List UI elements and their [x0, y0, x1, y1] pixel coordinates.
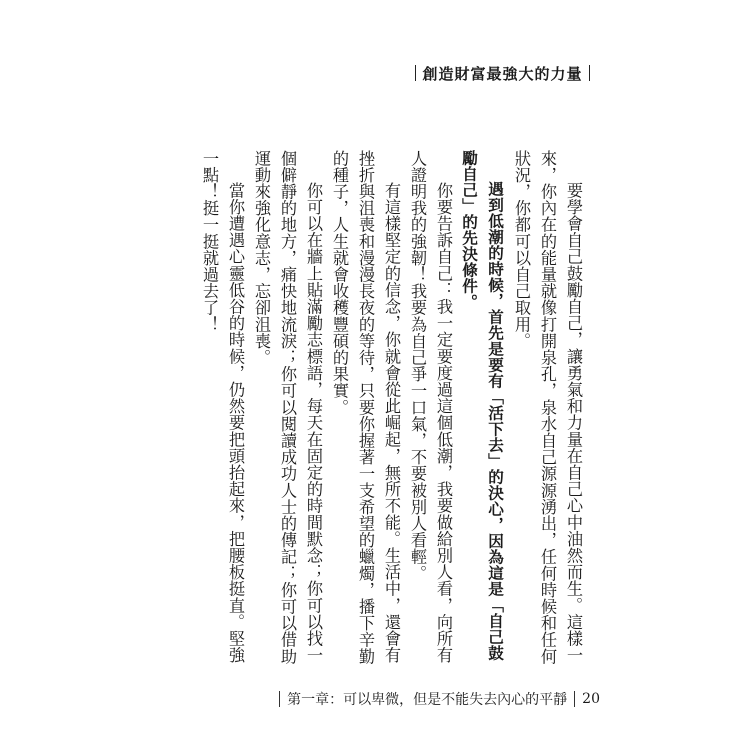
- header-divider-left: [415, 65, 417, 81]
- footer-divider-left: [279, 691, 280, 707]
- page-number: 20: [582, 691, 600, 707]
- paragraph: 有這樣堅定的信念，你就會從此崛起，無所不能。生活中，還會有挫折與沮喪和漫漫長夜的等待，只要你握著一支希望的蠟燭，播下辛勤的種子，人生就會收穫豐碩的果實。: [330, 150, 401, 665]
- header-divider-right: [589, 65, 591, 81]
- chapter-title: 第一章：可以卑微，但是不能失去內心的平靜: [287, 692, 568, 708]
- paragraph-emphasis: 遇到低潮的時候，首先是要有「活下去」的決心，因為這是「自己鼓勵自己」的先決條件。: [460, 150, 504, 662]
- running-header: [409, 62, 596, 84]
- paragraph: 你要告訴自己：我一定要度過這個低潮，我要做給別人看，向所有人證明我的強韌！我要為自己爭一口氣，不要被別人看輕。: [408, 150, 453, 664]
- vertical-text-body: [196, 150, 586, 665]
- book-title: 創造財富最強大的力量: [422, 64, 583, 83]
- paragraph: 要學會自己鼓勵自己，讓勇氣和力量在自己心中油然而生。這樣一來，你內在的能量就像打開泉孔，泉水自己源源湧出，任何時候和任何狀況，你都可以自己取用。: [512, 150, 583, 665]
- running-footer: [272, 688, 600, 710]
- paragraph: 你可以在牆上貼滿勵志標語，每天在固定的時間默念；你可以找一個僻靜的地方，痛快地流淚；你可以閱讀成功人士的傳記；你可以借助運動來強化意志，忘卻沮喪。: [252, 150, 323, 665]
- footer-divider-right: [574, 691, 575, 707]
- paragraph: 當你遭遇心靈低谷的時候，仍然要把頭抬起來，把腰板挺直。堅強一點！挺一挺就過去了！: [200, 150, 245, 664]
